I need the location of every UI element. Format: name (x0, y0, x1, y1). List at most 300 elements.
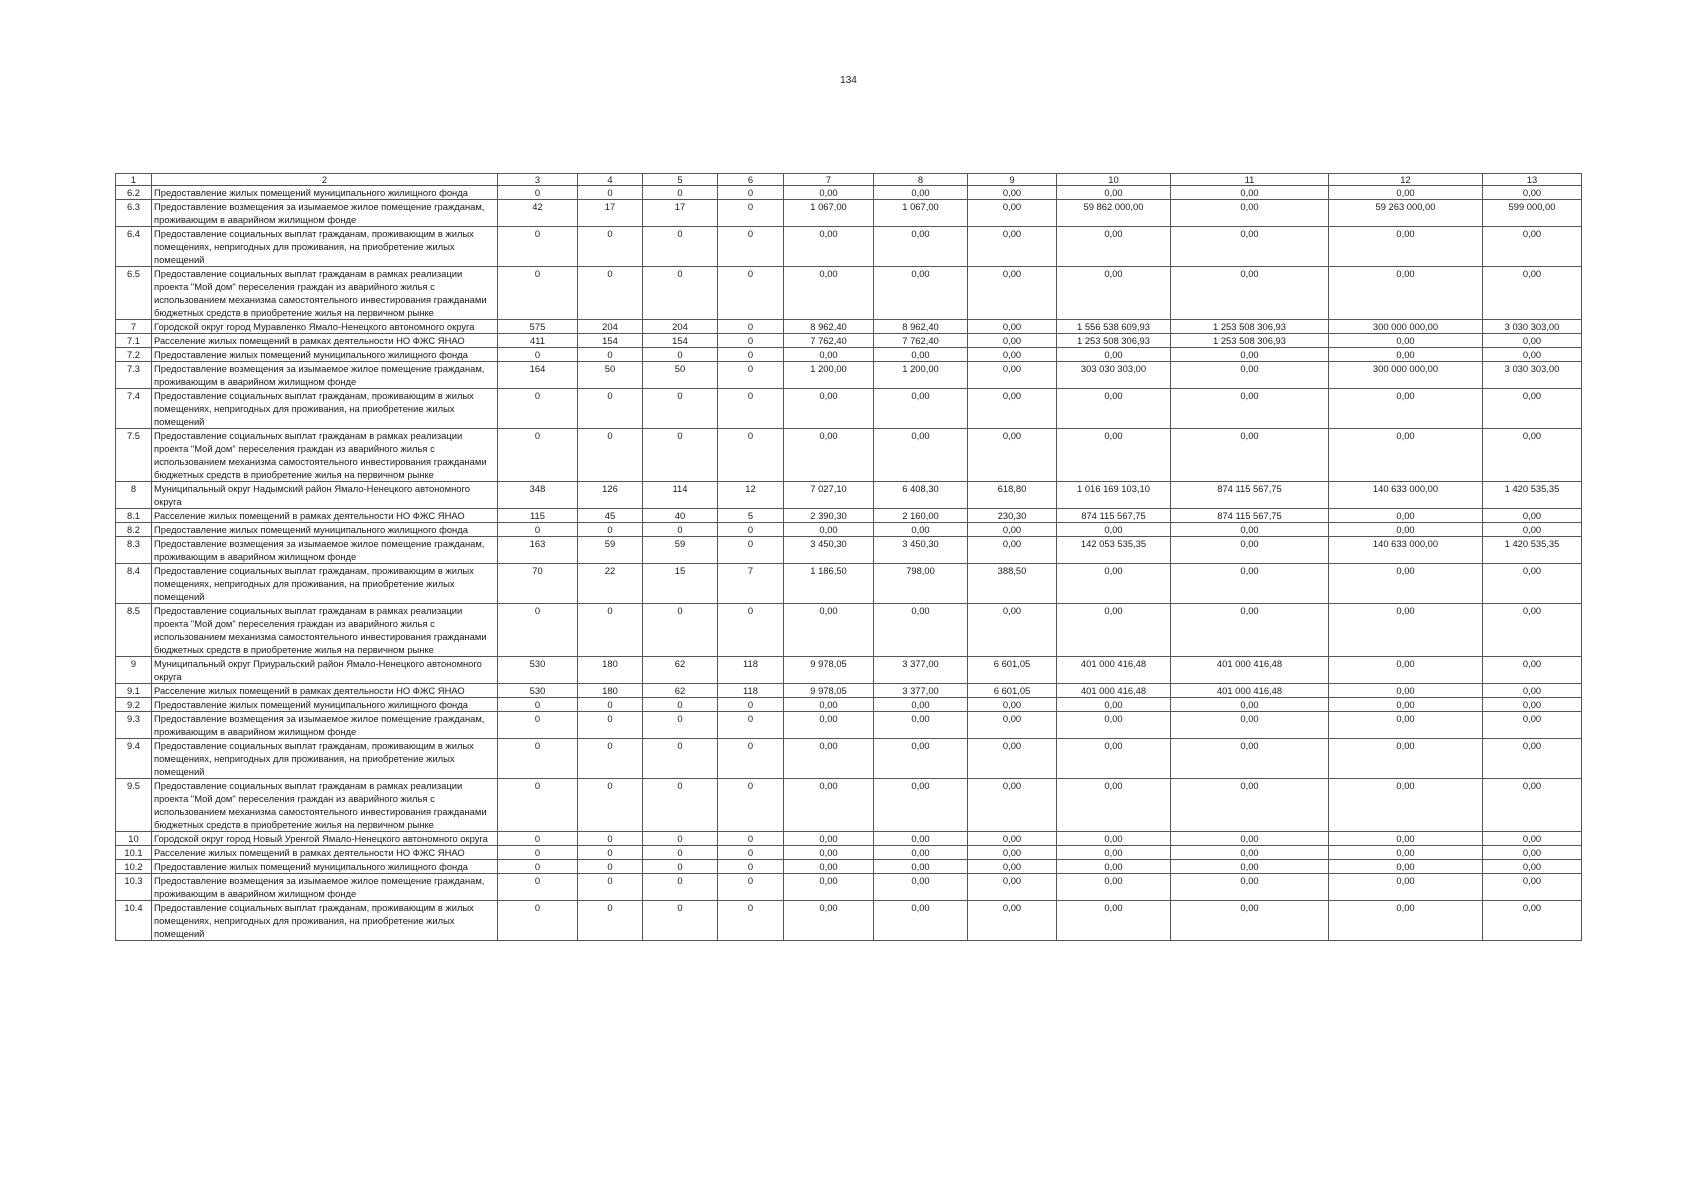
value-cell: 3 030 303,00 (1483, 362, 1582, 389)
row-name-cell: Предоставление социальных выплат гражданам в рамках реализации проекта "Мой дом" переселения граждан из аварийного жилья с использованием механизма самостоятельного инвестирования гражданами бюджетных средств в приобретение жилья на первичном рынке (152, 604, 498, 657)
value-cell: 50 (643, 362, 718, 389)
table-row (116, 267, 1582, 320)
value-cell: 7 027,10 (784, 482, 874, 509)
value-cell: 0,00 (784, 901, 874, 941)
value-cell: 0 (643, 846, 718, 860)
row-number-cell: 6.4 (116, 227, 152, 267)
value-cell: 115 (498, 509, 578, 523)
value-cell: 0 (718, 186, 784, 200)
value-cell: 7 (718, 564, 784, 604)
value-cell: 3 377,00 (874, 657, 968, 684)
value-cell: 0 (643, 267, 718, 320)
value-cell: 0,00 (1057, 901, 1171, 941)
value-cell: 0,00 (874, 389, 968, 429)
value-cell: 0,00 (1171, 698, 1329, 712)
value-cell: 401 000 416,48 (1171, 684, 1329, 698)
value-cell: 348 (498, 482, 578, 509)
value-cell: 0,00 (1483, 267, 1582, 320)
row-number-cell: 6.3 (116, 200, 152, 227)
row-number-cell: 8 (116, 482, 152, 509)
value-cell: 0,00 (1483, 712, 1582, 739)
value-cell: 70 (498, 564, 578, 604)
value-cell: 0 (718, 779, 784, 832)
value-cell: 0,00 (1483, 901, 1582, 941)
value-cell: 388,50 (968, 564, 1057, 604)
value-cell: 0,00 (874, 874, 968, 901)
value-cell: 530 (498, 657, 578, 684)
table-row (116, 227, 1582, 267)
value-cell: 0,00 (784, 739, 874, 779)
value-cell: 1 253 508 306,93 (1171, 320, 1329, 334)
value-cell: 0,00 (968, 860, 1057, 874)
value-cell: 3 450,30 (874, 537, 968, 564)
value-cell: 0,00 (1329, 389, 1483, 429)
value-cell: 0,00 (1483, 523, 1582, 537)
value-cell: 0,00 (968, 779, 1057, 832)
header-cell: 12 (1329, 174, 1483, 186)
value-cell: 0,00 (968, 523, 1057, 537)
table-row (116, 698, 1582, 712)
value-cell: 2 390,30 (784, 509, 874, 523)
value-cell: 0,00 (1171, 874, 1329, 901)
row-name-cell: Расселение жилых помещений в рамках деятельности НО ФЖС ЯНАО (152, 334, 498, 348)
value-cell: 7 762,40 (784, 334, 874, 348)
row-number-cell: 9.5 (116, 779, 152, 832)
value-cell: 0,00 (968, 362, 1057, 389)
header-cell: 13 (1483, 174, 1582, 186)
value-cell: 163 (498, 537, 578, 564)
value-cell: 0 (498, 832, 578, 846)
value-cell: 0 (643, 523, 718, 537)
value-cell: 17 (643, 200, 718, 227)
value-cell: 0 (718, 604, 784, 657)
value-cell: 0,00 (874, 348, 968, 362)
value-cell: 3 377,00 (874, 684, 968, 698)
value-cell: 0 (718, 267, 784, 320)
value-cell: 0,00 (874, 832, 968, 846)
row-name-cell: Предоставление жилых помещений муниципального жилищного фонда (152, 348, 498, 362)
value-cell: 0,00 (784, 186, 874, 200)
header-cell: 7 (784, 174, 874, 186)
value-cell: 0 (643, 429, 718, 482)
value-cell: 5 (718, 509, 784, 523)
value-cell: 0 (718, 739, 784, 779)
data-table (115, 173, 1582, 941)
value-cell: 3 450,30 (784, 537, 874, 564)
value-cell: 1 420 535,35 (1483, 537, 1582, 564)
value-cell: 0 (578, 267, 643, 320)
value-cell: 0 (578, 227, 643, 267)
value-cell: 15 (643, 564, 718, 604)
value-cell: 599 000,00 (1483, 200, 1582, 227)
value-cell: 0,00 (1171, 267, 1329, 320)
row-number-cell: 7.2 (116, 348, 152, 362)
value-cell: 0,00 (874, 523, 968, 537)
header-cell: 2 (152, 174, 498, 186)
value-cell: 0,00 (1057, 227, 1171, 267)
value-cell: 9 978,05 (784, 657, 874, 684)
value-cell: 0,00 (784, 389, 874, 429)
value-cell: 0 (578, 712, 643, 739)
value-cell: 0,00 (1483, 186, 1582, 200)
row-name-cell: Предоставление социальных выплат гражданам, проживающим в жилых помещениях, непригодных для проживания, на приобретение жилых помещений (152, 227, 498, 267)
value-cell: 1 420 535,35 (1483, 482, 1582, 509)
row-name-cell: Предоставление жилых помещений муниципального жилищного фонда (152, 698, 498, 712)
row-name-cell: Предоставление возмещения за изымаемое жилое помещение гражданам, проживающим в аварийном жилищном фонде (152, 537, 498, 564)
value-cell: 0 (498, 698, 578, 712)
value-cell: 0 (718, 901, 784, 941)
value-cell: 0,00 (784, 832, 874, 846)
value-cell: 0,00 (1329, 712, 1483, 739)
value-cell: 0,00 (968, 348, 1057, 362)
value-cell: 59 (643, 537, 718, 564)
row-number-cell: 8.2 (116, 523, 152, 537)
value-cell: 0,00 (1329, 832, 1483, 846)
value-cell: 0,00 (1483, 389, 1582, 429)
table-row (116, 429, 1582, 482)
value-cell: 798,00 (874, 564, 968, 604)
value-cell: 0,00 (968, 186, 1057, 200)
table-row (116, 860, 1582, 874)
row-number-cell: 9.3 (116, 712, 152, 739)
value-cell: 0,00 (874, 901, 968, 941)
value-cell: 0 (498, 604, 578, 657)
value-cell: 0,00 (968, 604, 1057, 657)
value-cell: 303 030 303,00 (1057, 362, 1171, 389)
value-cell: 1 186,50 (784, 564, 874, 604)
row-name-cell: Предоставление возмещения за изымаемое жилое помещение гражданам, проживающим в аварийном жилищном фонде (152, 362, 498, 389)
value-cell: 118 (718, 657, 784, 684)
row-number-cell: 9.1 (116, 684, 152, 698)
value-cell: 0 (643, 860, 718, 874)
value-cell: 0,00 (874, 604, 968, 657)
table-row (116, 482, 1582, 509)
value-cell: 0,00 (784, 712, 874, 739)
value-cell: 0,00 (874, 698, 968, 712)
table-row (116, 684, 1582, 698)
value-cell: 180 (578, 657, 643, 684)
value-cell: 0,00 (968, 901, 1057, 941)
value-cell: 618,80 (968, 482, 1057, 509)
table-row (116, 712, 1582, 739)
value-cell: 0,00 (1329, 509, 1483, 523)
header-cell: 3 (498, 174, 578, 186)
value-cell: 164 (498, 362, 578, 389)
value-cell: 0 (498, 267, 578, 320)
row-name-cell: Предоставление возмещения за изымаемое жилое помещение гражданам, проживающим в аварийном жилищном фонде (152, 712, 498, 739)
value-cell: 0,00 (784, 860, 874, 874)
value-cell: 0,00 (1057, 698, 1171, 712)
value-cell: 1 067,00 (784, 200, 874, 227)
value-cell: 0,00 (1171, 429, 1329, 482)
value-cell: 0 (643, 604, 718, 657)
value-cell: 59 (578, 537, 643, 564)
header-cell: 11 (1171, 174, 1329, 186)
value-cell: 0,00 (1171, 362, 1329, 389)
value-cell: 2 160,00 (874, 509, 968, 523)
value-cell: 0,00 (968, 200, 1057, 227)
value-cell: 0,00 (1483, 348, 1582, 362)
value-cell: 0 (498, 186, 578, 200)
value-cell: 0 (498, 846, 578, 860)
page-number: 134 (840, 75, 857, 86)
value-cell: 0,00 (1329, 684, 1483, 698)
value-cell: 0,00 (874, 779, 968, 832)
value-cell: 0 (578, 901, 643, 941)
value-cell: 0,00 (968, 320, 1057, 334)
value-cell: 0,00 (1171, 523, 1329, 537)
value-cell: 45 (578, 509, 643, 523)
row-name-cell: Предоставление возмещения за изымаемое жилое помещение гражданам, проживающим в аварийном жилищном фонде (152, 200, 498, 227)
header-cell: 5 (643, 174, 718, 186)
value-cell: 401 000 416,48 (1057, 657, 1171, 684)
value-cell: 0,00 (1171, 348, 1329, 362)
value-cell: 0 (643, 739, 718, 779)
table-row (116, 901, 1582, 941)
table-row (116, 604, 1582, 657)
value-cell: 0,00 (1329, 227, 1483, 267)
value-cell: 0 (578, 523, 643, 537)
value-cell: 0,00 (784, 779, 874, 832)
value-cell: 0,00 (1171, 779, 1329, 832)
value-cell: 0,00 (1057, 523, 1171, 537)
value-cell: 0,00 (784, 874, 874, 901)
row-number-cell: 7.1 (116, 334, 152, 348)
value-cell: 230,30 (968, 509, 1057, 523)
row-number-cell: 9.4 (116, 739, 152, 779)
value-cell: 0,00 (1329, 267, 1483, 320)
value-cell: 59 862 000,00 (1057, 200, 1171, 227)
row-number-cell: 10 (116, 832, 152, 846)
value-cell: 0 (578, 186, 643, 200)
value-cell: 0,00 (1483, 564, 1582, 604)
value-cell: 0 (498, 348, 578, 362)
value-cell: 0,00 (1329, 846, 1483, 860)
row-name-cell: Муниципальный округ Приуральский район Ямало-Ненецкого автономного округа (152, 657, 498, 684)
value-cell: 40 (643, 509, 718, 523)
value-cell: 0 (578, 846, 643, 860)
value-cell: 874 115 567,75 (1171, 482, 1329, 509)
value-cell: 154 (643, 334, 718, 348)
row-name-cell: Предоставление социальных выплат гражданам в рамках реализации проекта "Мой дом" переселения граждан из аварийного жилья с использованием механизма самостоятельного инвестирования гражданами бюджетных средств в приобретение жилья на первичном рынке (152, 779, 498, 832)
value-cell: 0,00 (1057, 429, 1171, 482)
value-cell: 0 (718, 712, 784, 739)
value-cell: 6 601,05 (968, 684, 1057, 698)
value-cell: 140 633 000,00 (1329, 482, 1483, 509)
value-cell: 0,00 (784, 267, 874, 320)
value-cell: 0,00 (874, 227, 968, 267)
row-name-cell: Расселение жилых помещений в рамках деятельности НО ФЖС ЯНАО (152, 509, 498, 523)
value-cell: 0,00 (968, 712, 1057, 739)
value-cell: 8 962,40 (874, 320, 968, 334)
table-body (116, 174, 1582, 941)
table-row (116, 186, 1582, 200)
value-cell: 62 (643, 684, 718, 698)
value-cell: 1 016 169 103,10 (1057, 482, 1171, 509)
row-name-cell: Муниципальный округ Надымский район Ямало-Ненецкого автономного округа (152, 482, 498, 509)
value-cell: 0,00 (968, 698, 1057, 712)
value-cell: 0,00 (1171, 227, 1329, 267)
value-cell: 0,00 (874, 267, 968, 320)
row-number-cell: 9 (116, 657, 152, 684)
value-cell: 0 (578, 348, 643, 362)
value-cell: 1 200,00 (784, 362, 874, 389)
value-cell: 0,00 (1329, 860, 1483, 874)
row-name-cell: Городской округ город Новый Уренгой Ямало-Ненецкого автономного округа (152, 832, 498, 846)
value-cell: 0 (718, 832, 784, 846)
value-cell: 0 (718, 860, 784, 874)
value-cell: 0,00 (1057, 832, 1171, 846)
value-cell: 126 (578, 482, 643, 509)
table-row (116, 657, 1582, 684)
value-cell: 0 (498, 389, 578, 429)
value-cell: 1 556 538 609,93 (1057, 320, 1171, 334)
row-number-cell: 8.1 (116, 509, 152, 523)
value-cell: 0,00 (1329, 604, 1483, 657)
value-cell: 0,00 (1483, 657, 1582, 684)
value-cell: 300 000 000,00 (1329, 362, 1483, 389)
value-cell: 0,00 (968, 537, 1057, 564)
value-cell: 0,00 (1483, 509, 1582, 523)
value-cell: 575 (498, 320, 578, 334)
value-cell: 0 (578, 860, 643, 874)
value-cell: 0,00 (1057, 604, 1171, 657)
table-row (116, 389, 1582, 429)
value-cell: 0,00 (1329, 901, 1483, 941)
header-cell: 10 (1057, 174, 1171, 186)
header-cell: 9 (968, 174, 1057, 186)
value-cell: 6 601,05 (968, 657, 1057, 684)
value-cell: 8 962,40 (784, 320, 874, 334)
value-cell: 0,00 (968, 846, 1057, 860)
value-cell: 0,00 (1171, 832, 1329, 846)
value-cell: 0,00 (1483, 739, 1582, 779)
value-cell: 0 (718, 523, 784, 537)
value-cell: 17 (578, 200, 643, 227)
value-cell: 0,00 (1329, 429, 1483, 482)
value-cell: 0 (718, 227, 784, 267)
row-number-cell: 9.2 (116, 698, 152, 712)
value-cell: 0,00 (1057, 779, 1171, 832)
value-cell: 0 (718, 348, 784, 362)
value-cell: 0,00 (968, 429, 1057, 482)
table-row (116, 523, 1582, 537)
value-cell: 0,00 (968, 739, 1057, 779)
value-cell: 1 253 508 306,93 (1171, 334, 1329, 348)
value-cell: 0 (718, 200, 784, 227)
value-cell: 0 (643, 832, 718, 846)
value-cell: 0,00 (1329, 698, 1483, 712)
value-cell: 0,00 (784, 227, 874, 267)
row-name-cell: Предоставление возмещения за изымаемое жилое помещение гражданам, проживающим в аварийном жилищном фонде (152, 874, 498, 901)
value-cell: 0,00 (968, 227, 1057, 267)
value-cell: 0 (643, 874, 718, 901)
value-cell: 0,00 (1483, 698, 1582, 712)
value-cell: 3 030 303,00 (1483, 320, 1582, 334)
value-cell: 0,00 (1057, 846, 1171, 860)
row-name-cell: Расселение жилых помещений в рамках деятельности НО ФЖС ЯНАО (152, 684, 498, 698)
value-cell: 0,00 (1483, 334, 1582, 348)
row-name-cell: Предоставление жилых помещений муниципального жилищного фонда (152, 860, 498, 874)
value-cell: 0,00 (1171, 186, 1329, 200)
value-cell: 142 053 535,35 (1057, 537, 1171, 564)
value-cell: 0 (643, 348, 718, 362)
row-number-cell: 7 (116, 320, 152, 334)
row-name-cell: Предоставление жилых помещений муниципального жилищного фонда (152, 523, 498, 537)
value-cell: 0,00 (968, 334, 1057, 348)
row-name-cell: Предоставление социальных выплат гражданам в рамках реализации проекта "Мой дом" переселения граждан из аварийного жилья с использованием механизма самостоятельного инвестирования гражданами бюджетных средств в приобретение жилья на первичном рынке (152, 429, 498, 482)
value-cell: 0 (643, 227, 718, 267)
value-cell: 0,00 (1057, 348, 1171, 362)
value-cell: 0,00 (1329, 186, 1483, 200)
row-name-cell: Предоставление социальных выплат гражданам, проживающим в жилых помещениях, непригодных для проживания, на приобретение жилых помещений (152, 389, 498, 429)
value-cell: 0,00 (874, 846, 968, 860)
value-cell: 0,00 (1057, 860, 1171, 874)
value-cell: 300 000 000,00 (1329, 320, 1483, 334)
value-cell: 0 (498, 779, 578, 832)
value-cell: 0 (718, 320, 784, 334)
value-cell: 0,00 (1171, 901, 1329, 941)
value-cell: 0 (578, 832, 643, 846)
value-cell: 0 (498, 712, 578, 739)
row-name-cell: Предоставление жилых помещений муниципального жилищного фонда (152, 186, 498, 200)
value-cell: 140 633 000,00 (1329, 537, 1483, 564)
value-cell: 0,00 (1329, 564, 1483, 604)
value-cell: 0,00 (874, 739, 968, 779)
value-cell: 401 000 416,48 (1057, 684, 1171, 698)
value-cell: 0 (718, 698, 784, 712)
table-header-row (116, 174, 1582, 186)
row-number-cell: 7.4 (116, 389, 152, 429)
row-number-cell: 8.4 (116, 564, 152, 604)
value-cell: 0,00 (1057, 389, 1171, 429)
value-cell: 0,00 (1171, 846, 1329, 860)
value-cell: 0,00 (1483, 846, 1582, 860)
row-number-cell: 8.5 (116, 604, 152, 657)
row-name-cell: Предоставление социальных выплат гражданам, проживающим в жилых помещениях, непригодных для проживания, на приобретение жилых помещений (152, 564, 498, 604)
value-cell: 0 (718, 537, 784, 564)
value-cell: 0,00 (874, 712, 968, 739)
value-cell: 0,00 (1329, 874, 1483, 901)
value-cell: 12 (718, 482, 784, 509)
value-cell: 0 (718, 334, 784, 348)
value-cell: 0,00 (1329, 779, 1483, 832)
table-row (116, 832, 1582, 846)
value-cell: 0,00 (784, 429, 874, 482)
value-cell: 0 (498, 523, 578, 537)
value-cell: 0,00 (968, 389, 1057, 429)
row-number-cell: 10.2 (116, 860, 152, 874)
value-cell: 0,00 (1057, 267, 1171, 320)
value-cell: 0,00 (968, 832, 1057, 846)
value-cell: 6 408,30 (874, 482, 968, 509)
value-cell: 0 (578, 698, 643, 712)
value-cell: 0 (578, 739, 643, 779)
value-cell: 0 (643, 389, 718, 429)
value-cell: 0,00 (1171, 712, 1329, 739)
header-cell: 8 (874, 174, 968, 186)
value-cell: 0,00 (1171, 564, 1329, 604)
value-cell: 0,00 (1171, 389, 1329, 429)
value-cell: 0,00 (1171, 537, 1329, 564)
value-cell: 204 (643, 320, 718, 334)
row-name-cell: Предоставление социальных выплат гражданам, проживающим в жилых помещениях, непригодных для проживания, на приобретение жилых помещений (152, 901, 498, 941)
value-cell: 0,00 (1329, 523, 1483, 537)
value-cell: 62 (643, 657, 718, 684)
value-cell: 1 200,00 (874, 362, 968, 389)
value-cell: 118 (718, 684, 784, 698)
value-cell: 0 (498, 227, 578, 267)
